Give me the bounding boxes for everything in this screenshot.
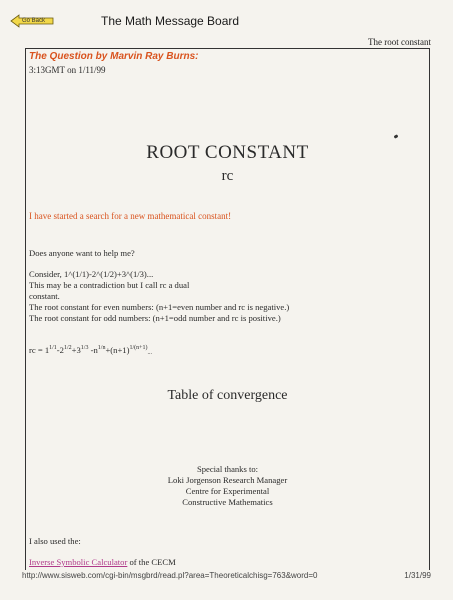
- rc-formula: rc = $1^{1/1}-2^{1/2}+3^{1/3}$ $-n^{1/n}+(n+1)^{1/(n+1)}_{...}$: [29, 345, 153, 356]
- calculator-link[interactable]: Inverse Symbolic Calculator: [29, 557, 128, 567]
- calculator-suffix: of the CECM: [127, 557, 176, 567]
- calculator-line: [29, 557, 176, 567]
- constant-text: constant.: [29, 291, 60, 301]
- footer-url: http://www.sisweb.com/cgi-bin/msgbrd/read.pl?area=Theoreticalchisg=763&word=0: [22, 571, 318, 580]
- site-title: The Math Message Board: [101, 14, 240, 28]
- thanks-line: Centre for Experimental: [185, 486, 270, 496]
- go-back-label: Go Back: [22, 18, 46, 24]
- main-subheading: rc: [221, 168, 234, 184]
- page-title: The root constant: [368, 37, 431, 47]
- thanks-block: [25, 464, 430, 508]
- intro-text: I have started a search for a new mathematical constant!: [29, 211, 232, 221]
- even-text: The root constant for even numbers: (n+1=even number and rc is negative.): [29, 302, 290, 312]
- thanks-line: Loki Jorgenson Research Manager: [167, 475, 288, 485]
- main-heading: ROOT CONSTANT: [146, 142, 309, 163]
- post-timestamp: 3:13GMT on 1/11/99: [29, 65, 106, 75]
- footer-date: 1/31/99: [404, 571, 431, 580]
- also-used-text: I also used the:: [29, 536, 81, 546]
- header: [0, 0, 453, 40]
- odd-text: The root constant for odd numbers: (n+1=odd number and rc is positive.): [29, 313, 281, 323]
- go-back-button[interactable]: [10, 14, 54, 28]
- help-text: Does anyone want to help me?: [29, 248, 135, 258]
- question-author: The Question by Marvin Ray Burns:: [29, 51, 199, 62]
- thanks-line: Constructive Mathematics: [182, 497, 273, 507]
- consider-text: Consider, 1^(1/1)-2^(1/2)+3^(1/3)...: [29, 269, 154, 279]
- table-heading: Table of convergence: [167, 388, 288, 403]
- contradiction-text: This may be a contradiction but I call rc a dual: [29, 280, 190, 290]
- thanks-line: Special thanks to:: [196, 464, 259, 474]
